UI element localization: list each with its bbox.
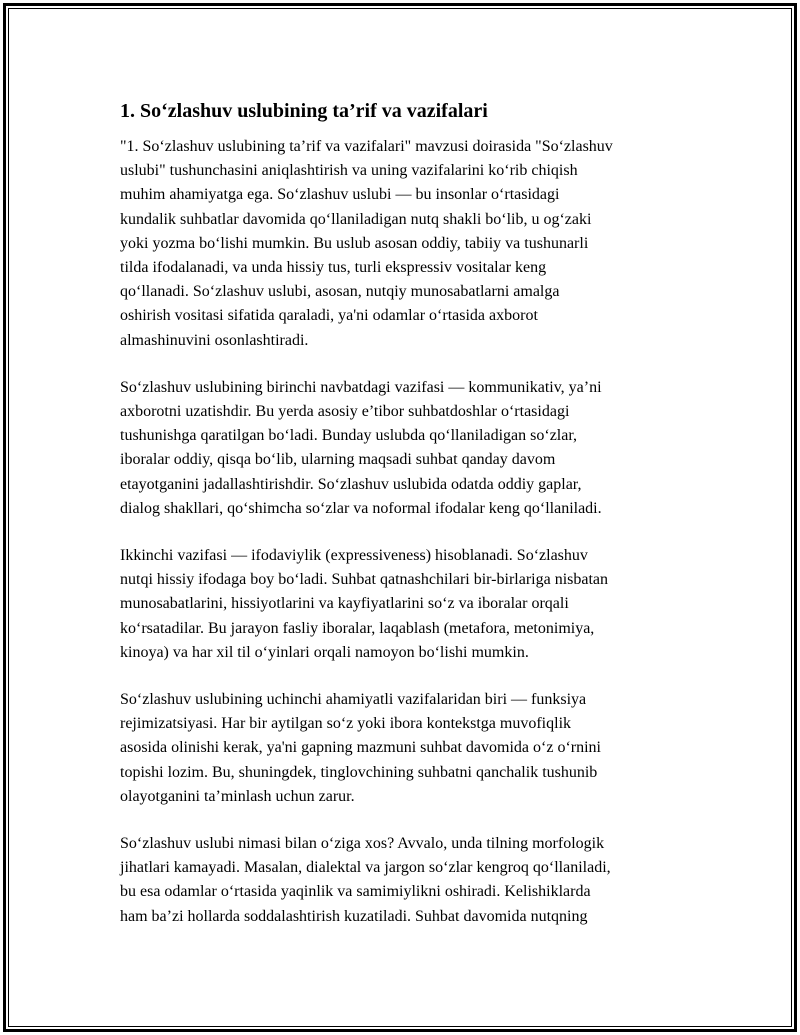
- paragraph-2: So‘zlashuv uslubining birinchi navbatdagi vazifasi — kommunikativ, ya’ni axborotni uzatishdir. Bu yerda asosiy e’tibor suhbatdoshlar o‘rtasidagi tushunishga qaratilgan bo‘ladi. Bunday uslubda qo‘llaniladigan so‘zlar, iboralar oddiy, qisqa bo‘lib, ularning maqsadi suhbat qanday davom etayotganini jadallashtirishdir. So‘zlashuv uslubida odatda oddiy gaplar, dialog shakllari, qo‘shimcha so‘zlar va noformal ifodalar keng qo‘llaniladi.: [120, 378, 602, 517]
- paragraph-5: So‘zlashuv uslubi nimasi bilan o‘ziga xos? Avvalo, unda tilning morfologik jihatlari kamayadi. Masalan, dialektal va jargon so‘zlar kengroq qo‘llaniladi, bu esa odamlar o‘rtasida yaqinlik va samimiylikni oshiradi. Kelishiklarda ham ba’zi hollarda soddalashtirish kuzatiladi. Suhbat davomida nutqning: [120, 835, 611, 925]
- paragraph-1: "1. So‘zlashuv uslubining ta’rif va vazifalari" mavzusi doirasida "So‘zlashuv uslubi" tushunchasini aniqlashtirish va uning vazifalarini ko‘rib chiqish muhim ahamiyatga ega. So‘zlashuv uslubi — bu insonlar o‘rtasidagi kundalik suhbatlar davomida qo‘llaniladigan nutq shakli bo‘lib, u og‘zaki yoki yozma bo‘lishi mumkin. Bu uslub asosan oddiy, tabiiy va tushunarli tilda ifodalanadi, va unda hissiy tus, turli ekspressiv vositalar keng qo‘llanadi. So‘zlashuv uslubi, asosan, nutqiy munosabatlarni amalga oshirish vositasi sifatida qaraladi, ya'ni odamlar o‘rtasida axborot almashinuvini osonlashtiradi.: [120, 138, 613, 349]
- page-frame: [3, 3, 797, 1032]
- document-title: 1. So‘zlashuv uslubining ta’rif va vazifalari: [120, 100, 488, 122]
- document-body: [120, 98, 700, 952]
- paragraph-4: So‘zlashuv uslubining uchinchi ahamiyatli vazifalaridan biri — funksiya rejimizatsiyasi. Har bir aytilgan so‘z yoki ibora kontekstga muvofiqlik asosida olinishi kerak, ya'ni gapning mazmuni suhbat davomida o‘z o‘rnini topishi lozim. Bu, shuningdek, tinglovchining suhbatni qanchalik tushunib olayotganini ta’minlash uchun zarur.: [120, 691, 601, 805]
- paragraph-3: Ikkinchi vazifasi — ifodaviylik (expressiveness) hisoblanadi. So‘zlashuv nutqi hissiy ifodaga boy bo‘ladi. Suhbat qatnashchilari bir-birlariga nisbatan munosabatlarini, hissiyotlarini va kayfiyatlarini so‘z va iboralar orqali ko‘rsatadilar. Bu jarayon fasliy iboralar, laqablash (metafora, metonimiya, kinoya) va har xil til o‘yinlari orqali namoyon bo‘lishi mumkin.: [120, 547, 609, 661]
